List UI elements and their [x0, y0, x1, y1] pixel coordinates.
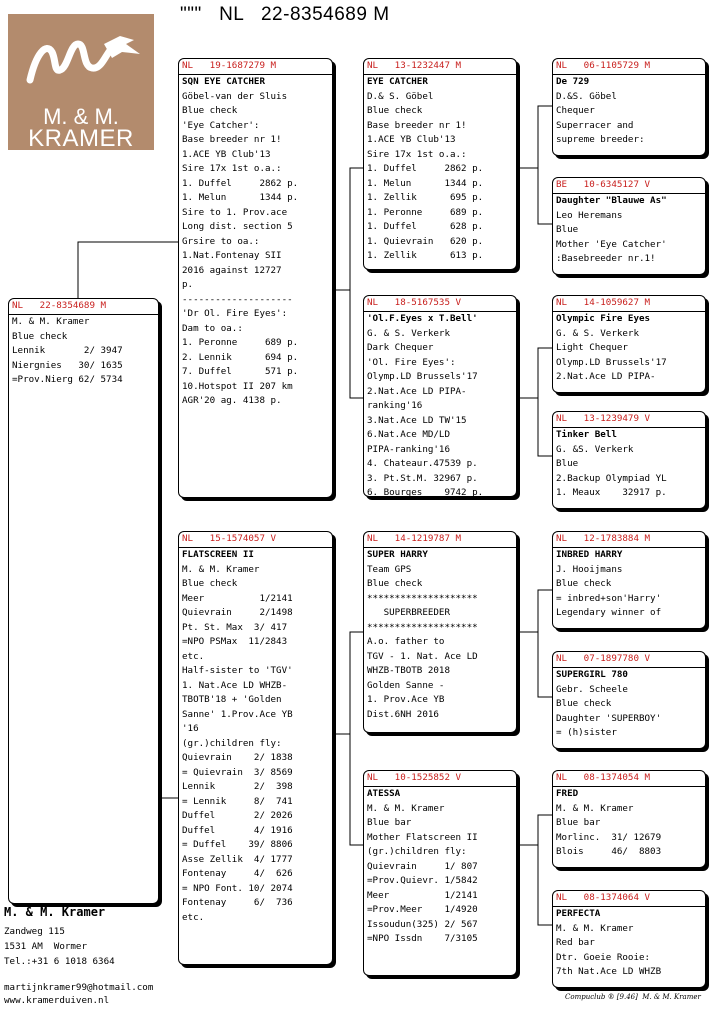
card-line: Dam to oa.: — [182, 322, 243, 334]
card-line: = NPO Font. 10/ 2074 — [182, 882, 293, 894]
card-line: 1. Melun 1344 p. — [182, 192, 299, 203]
card-line: Sanne' 1.Prov.Ace YB — [182, 708, 293, 720]
pigeon-name: De 729 — [556, 76, 590, 87]
card-line: = Lennik 8/ 741 — [182, 795, 293, 807]
card-line: 1. Melun 1344 p. — [367, 177, 484, 189]
ring-number: NL 19-1687279 M — [179, 59, 332, 75]
logo-line2: KRAMER — [28, 125, 134, 152]
card-line: 1. Zellik 695 p. — [367, 192, 484, 203]
card-line: Blue — [556, 458, 579, 469]
card-line: Mother 'Eye Catcher' — [556, 238, 667, 250]
card-line: Fontenay 4/ 626 — [182, 868, 293, 879]
pedigree-card-dam-dam — [363, 770, 517, 976]
card-line: = Quievrain 3/ 8569 — [182, 766, 293, 778]
card-line: Morlinc. 31/ 12679 — [556, 831, 662, 843]
card-line: Duffel 2/ 2026 — [182, 810, 293, 821]
card-line: ranking'16 — [367, 400, 423, 411]
card-line: WHZB-TBOTB 2018 — [367, 665, 450, 676]
card-line: Blue check — [556, 698, 612, 709]
ring-number: NL 13-1232447 M — [364, 59, 516, 75]
pigeon-name: SUPER HARRY — [367, 549, 428, 560]
pigeon-name: Tinker Bell — [556, 429, 617, 440]
pedigree-title: """ NL 22-8354689 M — [180, 4, 390, 25]
pedigree-card-sire — [178, 58, 333, 498]
card-line: :Basebreeder nr.1! — [556, 253, 656, 264]
ring-number: NL 15-1574057 V — [179, 532, 332, 548]
card-line: =NPO Issdn 7/3105 — [367, 933, 478, 944]
card-line: Dist.6NH 2016 — [367, 708, 439, 720]
pigeon-name: 'Ol.F.Eyes x T.Bell' — [367, 313, 478, 324]
breeder-contact — [4, 981, 153, 1007]
pedigree-card-dds — [552, 770, 706, 868]
card-line: =Prov.Quievr. 1/5842 — [367, 875, 478, 886]
pedigree-card-dss — [552, 531, 706, 629]
pigeon-name: EYE CATCHER — [367, 76, 428, 87]
card-line: D.& S. Göbel — [367, 90, 434, 102]
card-line: 1. Duffel 2862 p. — [182, 177, 299, 189]
card-line: Red bar — [556, 937, 595, 948]
pedigree-card-subject — [8, 298, 159, 904]
card-line: Olymp.LD Brussels'17 — [367, 371, 478, 382]
card-line: 'Dr Ol. Fire Eyes': — [182, 308, 288, 319]
card-line: TBOTB'18 + 'Golden — [182, 694, 282, 705]
pigeon-name: Daughter "Blauwe As" — [556, 195, 667, 206]
card-line: 'Eye Catcher': — [182, 119, 260, 131]
pedigree-card-dsd — [552, 651, 706, 749]
card-line: supreme breeder: — [556, 134, 645, 145]
software-credit: Compuclub ® [9.46] M. & M. Kramer — [565, 993, 701, 1001]
pigeon-name: SQN EYE CATCHER — [182, 76, 265, 87]
ring-number: NL 14-1219787 M — [364, 532, 516, 548]
card-line: 1. Meaux 32917 p. — [556, 487, 667, 498]
card-line: 2. Lennik 694 p. — [182, 351, 299, 363]
card-line: Blue bar — [556, 817, 601, 828]
card-line: G. & S. Verkerk — [556, 327, 639, 339]
card-line: Lennik 2/ 398 — [182, 781, 293, 792]
card-line: Dark Chequer — [367, 342, 434, 353]
card-line: p. — [182, 279, 194, 290]
phone-line: Tel.:+31 6 1018 6364 — [4, 956, 115, 967]
card-line: Blue — [556, 224, 579, 235]
card-line: Chequer — [556, 105, 595, 116]
card-line: M. & M. Kramer — [12, 316, 90, 327]
pedigree-card-dam — [178, 531, 333, 965]
card-line: M. & M. Kramer — [556, 922, 634, 934]
card-line: 6.Nat.Ace MD/LD — [367, 429, 450, 440]
card-line: 1. Quievrain 620 p. — [367, 235, 484, 247]
pedigree-card-sire-dam — [363, 295, 517, 497]
card-line: Issoudun(325) 2/ 567 — [367, 918, 478, 930]
card-line: 1. Duffel 2862 p. — [367, 163, 484, 174]
pedigree-card-sds — [552, 295, 706, 393]
pigeon-name: FRED — [556, 788, 579, 799]
card-line: Blue check — [182, 578, 238, 589]
card-line: G. &S. Verkerk — [556, 443, 634, 455]
address-line: 1531 AM Wormer — [4, 941, 87, 952]
card-line: 10.Hotspot II 207 km — [182, 380, 293, 392]
card-line: TGV - 1. Nat. Ace LD — [367, 650, 478, 662]
breeder-name: M. & M. Kramer — [4, 905, 106, 919]
card-line: 1. Prov.Ace YB — [367, 694, 445, 705]
card-line: Legendary winner of — [556, 607, 662, 618]
ring-number: NL 06-1105729 M — [553, 59, 705, 75]
pedigree-card-sdd — [552, 411, 706, 509]
ring-number: BE 10-6345127 V — [553, 178, 705, 194]
pedigree-card-sss — [552, 58, 706, 156]
pigeon-name: ATESSA — [367, 788, 401, 799]
card-line: 1.ACE YB Club'13 — [367, 134, 456, 145]
card-line: Asse Zellik 4/ 1777 — [182, 853, 293, 865]
card-line: PIPA-ranking'16 — [367, 443, 450, 455]
card-line: Pt. St. Max 3/ 417 — [182, 621, 288, 633]
card-line: 2.Backup Olympiad YL — [556, 472, 667, 484]
ring-number: NL 10-1525852 V — [364, 771, 516, 787]
card-line: 2016 against 12727 — [182, 264, 282, 276]
card-line: etc. — [182, 911, 205, 923]
ring-number: NL 14-1059627 M — [553, 296, 705, 312]
card-line: -------------------- — [182, 293, 293, 305]
card-line: AGR'20 ag. 4138 p. — [182, 395, 282, 406]
card-line: (gr.)children fly: — [367, 846, 467, 857]
card-line: 1. Duffel 628 p. — [367, 221, 484, 232]
card-line: 1. Peronne 689 p. — [182, 337, 299, 348]
card-line: 4. Chateaur.47539 p. — [367, 458, 478, 469]
card-line: Duffel 4/ 1916 — [182, 824, 293, 836]
card-line: Olymp.LD Brussels'17 — [556, 356, 667, 368]
card-line: etc. — [182, 650, 205, 662]
card-line: M. & M. Kramer — [182, 563, 260, 575]
card-line: Daughter 'SUPERBOY' — [556, 712, 662, 724]
pedigree-card-sire-sire — [363, 58, 517, 270]
card-line: M. & M. Kramer — [367, 802, 445, 814]
address-line: Zandweg 115 — [4, 926, 65, 937]
card-line: = Duffel 39/ 8806 — [182, 839, 293, 850]
card-line: =Prov.Nierg 62/ 5734 — [12, 374, 123, 385]
card-line: Gebr. Scheele — [556, 683, 628, 695]
card-line: 'Ol. Fire Eyes': — [367, 356, 456, 368]
card-line: ******************** — [367, 592, 478, 604]
card-line: Blue bar — [367, 817, 412, 828]
card-line: 2.Nat.Ace LD PIPA- — [367, 385, 467, 397]
breeder-address — [4, 924, 115, 969]
pedigree-card-ssd — [552, 177, 706, 275]
card-line: Blue check — [556, 578, 612, 589]
card-line: Mother Flatscreen II — [367, 831, 478, 843]
card-line: 1.ACE YB Club'13 — [182, 148, 271, 160]
card-line: (gr.)children fly: — [182, 737, 282, 749]
card-line: Blue check — [12, 330, 68, 342]
card-line: Blois 46/ 8803 — [556, 846, 662, 857]
card-line: Sire to 1. Prov.ace — [182, 206, 288, 218]
email-link[interactable]: martijnkramer99@hotmail.com — [4, 982, 154, 993]
card-line: D.&S. Göbel — [556, 90, 617, 102]
card-line: 7th Nat.Ace LD WHZB — [556, 966, 662, 977]
card-line: A.o. father to — [367, 636, 445, 647]
card-line: Niergnies 30/ 1635 — [12, 359, 123, 371]
pedigree-card-ddd — [552, 890, 706, 988]
ring-number: NL 08-1374064 V — [553, 891, 705, 907]
card-line: Fontenay 6/ 736 — [182, 897, 293, 908]
pigeon-name: SUPERGIRL 780 — [556, 669, 628, 680]
card-line: Meer 1/2141 — [182, 592, 293, 604]
card-line: 2.Nat.Ace LD PIPA- — [556, 371, 656, 382]
card-line: Sire 17x 1st o.a.: — [367, 148, 467, 160]
pigeon-name: INBRED HARRY — [556, 549, 623, 560]
ring-number: NL 13-1239479 V — [553, 412, 705, 428]
card-line: Sire 17x 1st o.a.: — [182, 163, 282, 174]
card-line: Göbel-van der Sluis — [182, 90, 288, 102]
card-line: Quievrain 1/ 807 — [367, 860, 478, 872]
card-line: Quievrain 2/ 1838 — [182, 752, 293, 763]
card-line: Meer 1/2141 — [367, 889, 478, 901]
card-line: Grsire to oa.: — [182, 235, 260, 247]
card-line: Long dist. section 5 — [182, 221, 293, 232]
card-line: 1.Nat.Fontenay SII — [182, 250, 282, 261]
card-line: Leo Heremans — [556, 209, 623, 221]
card-line: Quievrain 2/1498 — [182, 607, 293, 618]
card-line: G. & S. Verkerk — [367, 327, 450, 339]
ring-number: NL 08-1374054 M — [553, 771, 705, 787]
card-line: 1. Peronne 689 p. — [367, 206, 484, 218]
logo-line1: M. & M. — [43, 104, 119, 129]
card-line: M. & M. Kramer — [556, 802, 634, 814]
ring-number: NL 07-1897780 V — [553, 652, 705, 668]
card-line: ******************** — [367, 621, 478, 633]
pigeon-name: PERFECTA — [556, 908, 601, 919]
ring-number: NL 22-8354689 M — [9, 299, 158, 315]
card-line: Base breeder nr 1! — [182, 134, 282, 145]
card-line: 1. Nat.Ace LD WHZB- — [182, 679, 288, 691]
card-line: Half-sister to 'TGV' — [182, 665, 293, 676]
card-line: Base breeder nr 1! — [367, 119, 467, 131]
card-line: Blue check — [367, 578, 423, 589]
website-link[interactable]: www.kramerduiven.nl — [4, 995, 110, 1006]
ring-number: NL 12-1783884 M — [553, 532, 705, 548]
card-line: 6. Bourges 9742 p. — [367, 487, 484, 497]
ring-number: NL 18-5167535 V — [364, 296, 516, 312]
card-line: Dtr. Goeie Rooie: — [556, 951, 651, 963]
card-line: 7. Duffel 571 p. — [182, 366, 299, 377]
card-line: 1. Zellik 613 p. — [367, 250, 484, 261]
card-line: = inbred+son'Harry' — [556, 592, 662, 604]
card-line: Light Chequer — [556, 342, 628, 353]
card-line: 3. Pt.St.M. 32967 p. — [367, 472, 478, 484]
card-line: Blue check — [367, 105, 423, 116]
card-line: SUPERBREEDER — [367, 607, 450, 618]
card-line: = (h)sister — [556, 727, 617, 738]
pigeon-name: Olympic Fire Eyes — [556, 313, 651, 324]
card-line: =Prov.Meer 1/4920 — [367, 904, 478, 915]
card-line: Lennik 2/ 3947 — [12, 345, 123, 356]
card-line: Team GPS — [367, 563, 412, 575]
card-line: Blue check — [182, 105, 238, 116]
pedigree-card-dam-sire — [363, 531, 517, 733]
card-line: Golden Sanne - — [367, 679, 445, 691]
pigeon-name: FLATSCREEN II — [182, 549, 254, 560]
card-line: 3.Nat.Ace LD TW'15 — [367, 414, 467, 426]
card-line: J. Hooijmans — [556, 563, 623, 575]
card-line: =NPO PSMax 11/2843 — [182, 636, 288, 647]
card-line: '16 — [182, 723, 199, 734]
card-line: Superracer and — [556, 119, 634, 131]
